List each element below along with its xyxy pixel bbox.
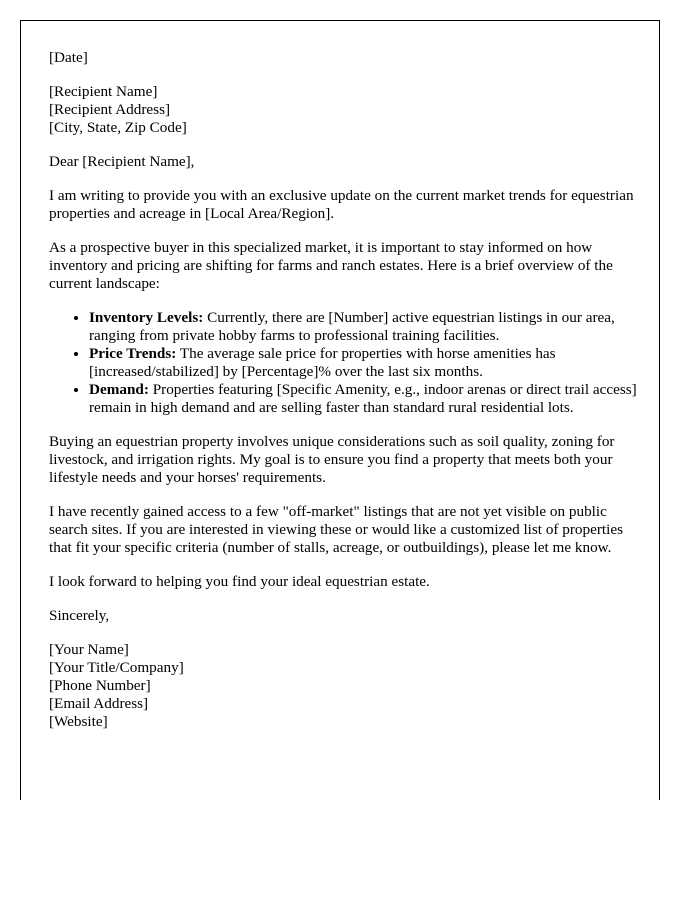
- closing-line: I look forward to helping you find your ideal equestrian estate.: [49, 573, 430, 590]
- recipient-city-state-zip: [City, State, Zip Code]: [49, 119, 187, 136]
- considerations-paragraph: Buying an equestrian property involves unique considerations such as soil quality, zoning for livestock, and irrigation rights. My goal is to ensure you find a property that meets both your lifestyle needs and your horses' requirements.: [49, 433, 615, 486]
- off-market-paragraph: I have recently gained access to a few "off-market" listings that are not yet visible on public search sites. If you are interested in viewing these or would like a customized list of properties that fit your specific criteria (number of stalls, acreage, or outbuildings), please let me know.: [49, 503, 624, 556]
- market-overview-list: [49, 309, 639, 417]
- recipient-name: [Recipient Name]: [49, 83, 158, 100]
- list-item-inventory: [89, 309, 639, 345]
- list-item-price-trends: [89, 345, 639, 381]
- list-item-demand: [89, 381, 639, 417]
- intro-paragraph: I am writing to provide you with an exclusive update on the current market trends for equestrian properties and acreage in [Local Area/Region].: [49, 187, 634, 222]
- recipient-address: [Recipient Address]: [49, 101, 171, 118]
- signature-title: [Your Title/Company]: [49, 659, 184, 676]
- context-paragraph: As a prospective buyer in this specialized market, it is important to stay informed on how inventory and pricing are shifting for farms and ranch estates. Here is a brief overview of the current landscape:: [49, 239, 613, 292]
- signoff: Sincerely,: [49, 607, 110, 624]
- bullet-text: The average sale price for properties with horse amenities has [increased/stabilized] by [Percentage]% over the last six months.: [89, 345, 556, 380]
- bullet-label: Price Trends:: [89, 345, 177, 362]
- bullet-text: Properties featuring [Specific Amenity, e.g., indoor arenas or direct trail access] remain in high demand and are selling faster than standard rural residential lots.: [89, 381, 637, 416]
- signature-website: [Website]: [49, 713, 108, 730]
- recipient-block: [49, 83, 639, 137]
- bullet-label: Demand:: [89, 381, 149, 398]
- salutation: Dear [Recipient Name],: [49, 153, 195, 170]
- signature-phone: [Phone Number]: [49, 677, 151, 694]
- bullet-text: Currently, there are [Number] active equestrian listings in our area, ranging from private hobby farms to professional training facilities.: [89, 309, 615, 344]
- letter-body: [49, 49, 639, 747]
- bullet-label: Inventory Levels:: [89, 309, 204, 326]
- signature-block: [49, 641, 639, 731]
- signature-name: [Your Name]: [49, 641, 129, 658]
- signature-email: [Email Address]: [49, 695, 149, 712]
- letter-date: [Date]: [49, 49, 88, 66]
